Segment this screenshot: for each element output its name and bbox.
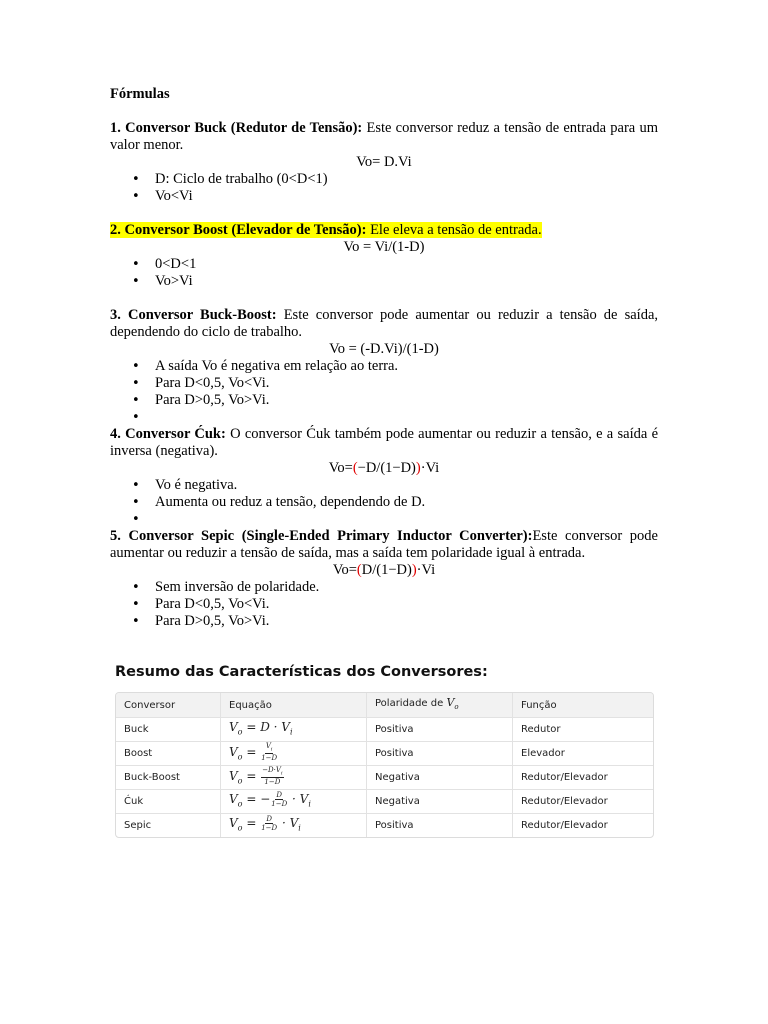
- cell-conversor: Buck-Boost: [116, 766, 221, 790]
- cell-equacao: $V_o$ = $\frac{D}{1-D}$ · $V_i$: [221, 814, 367, 837]
- cell-polaridade: Positiva: [367, 742, 513, 766]
- section-buck-boost-title: 3. Conversor Buck-Boost:: [110, 307, 277, 323]
- cell-equacao: $V_o$ = − $\frac{D}{1-D}$ · $V_i$: [221, 790, 367, 814]
- section-sepic-title: 5. Conversor Sepic (Single-Ended Primary Inductor Converter):: [110, 528, 533, 544]
- section-buck-text: 1. Conversor Buck (Redutor de Tensão): Este conversor reduz a tensão de entrada para um valor menor.: [110, 120, 658, 153]
- table-row: [116, 790, 653, 814]
- section-boost-text: [110, 222, 658, 239]
- boost-bullets: [110, 256, 658, 290]
- highlighted-text: 2. Conversor Boost (Elevador de Tensão): Ele eleva a tensão de entrada.: [110, 222, 542, 238]
- list-item: • Vo>Vi: [110, 273, 658, 290]
- table-row: [116, 742, 653, 766]
- sepic-formula: Vo=(D/(1−D))·Vi: [332, 562, 436, 578]
- list-item: • A saída Vo é negativa em relação ao terra.: [110, 358, 658, 375]
- list-item: • Para D<0,5, Vo<Vi.: [110, 375, 658, 392]
- column-header-polaridade: Polaridade de $V_o$: [367, 693, 513, 718]
- table-row: [116, 718, 653, 742]
- list-item: • 0<D<1: [110, 256, 658, 273]
- section-buck-boost-text: 3. Conversor Buck-Boost: Este conversor pode aumentar ou reduzir a tensão de saída, dependendo do ciclo de trabalho.: [110, 307, 659, 340]
- cell-conversor: Buck: [116, 718, 221, 742]
- cell-conversor: Boost: [116, 742, 221, 766]
- formulas-content: [110, 86, 658, 630]
- cell-funcao: Redutor: [513, 718, 653, 742]
- list-item: • Para D<0,5, Vo<Vi.: [110, 596, 658, 613]
- summary-title: Resumo das Características dos Conversores:: [115, 664, 488, 680]
- cell-polaridade: Negativa: [367, 766, 513, 790]
- table-header-row: [116, 693, 653, 718]
- list-item-empty: [110, 511, 658, 528]
- section-buck-title: 1. Conversor Buck (Redutor de Tensão):: [110, 120, 363, 136]
- cell-conversor: Sepic: [116, 814, 221, 837]
- cell-equacao: $V_o = D \cdot V_i$: [221, 718, 367, 742]
- column-header-equacao: Equação: [221, 693, 367, 718]
- section-sepic-text: 5. Conversor Sepic (Single-Ended Primary Inductor Converter):Este conversor pode aumentar ou reduzir a tensão de saída, mas a saída tem polaridade igual à entrada.: [110, 528, 658, 561]
- buck-formula: Vo= D.Vi: [356, 154, 412, 170]
- list-item: • Para D>0,5, Vo>Vi.: [110, 392, 658, 409]
- section-cuk: [110, 426, 658, 528]
- cell-polaridade: Positiva: [367, 814, 513, 837]
- boost-formula: Vo = Vi/(1-D): [343, 239, 425, 255]
- section-sepic: [110, 528, 658, 630]
- cell-funcao: Elevador: [513, 742, 653, 766]
- cell-polaridade: Positiva: [367, 718, 513, 742]
- cell-equacao: $V_o$ = $\frac{-D\cdot V_i}{1-D}$: [221, 766, 367, 790]
- cell-conversor: Ćuk: [116, 790, 221, 814]
- list-item: • Vo é negativa.: [110, 477, 658, 494]
- section-boost: [110, 222, 658, 290]
- cell-funcao: Redutor/Elevador: [513, 790, 653, 814]
- sepic-bullets: [110, 579, 658, 630]
- cell-polaridade: Negativa: [367, 790, 513, 814]
- list-item: • Para D>0,5, Vo>Vi.: [110, 613, 658, 630]
- column-header-conversor: Conversor: [116, 693, 221, 718]
- table-row: [116, 766, 653, 790]
- list-item: • Vo<Vi: [110, 188, 658, 205]
- cell-equacao: $V_o$ = $\frac{V_i}{1-D}$: [221, 742, 367, 766]
- cell-funcao: Redutor/Elevador: [513, 766, 653, 790]
- cell-funcao: Redutor/Elevador: [521, 820, 608, 832]
- summary-section: [115, 664, 655, 838]
- cuk-bullets: [110, 477, 658, 528]
- formulas-heading: Fórmulas: [110, 86, 170, 102]
- buck-bullets: [110, 171, 658, 205]
- table-row: [116, 814, 653, 837]
- list-item: • D: Ciclo de trabalho (0<D<1): [110, 171, 658, 188]
- cuk-formula: Vo=(−D/(1−D))·Vi: [328, 460, 440, 476]
- section-boost-title: 2. Conversor Boost (Elevador de Tensão):: [110, 222, 367, 238]
- section-cuk-title: 4. Conversor Ćuk:: [110, 426, 226, 442]
- summary-table: [115, 692, 654, 838]
- section-buck: [110, 120, 658, 205]
- column-header-funcao: Função: [513, 693, 653, 718]
- section-cuk-text: 4. Conversor Ćuk: O conversor Ćuk também pode aumentar ou reduzir a tensão, e a saída é inversa (negativa).: [110, 426, 658, 459]
- buck-boost-bullets: [110, 358, 658, 426]
- list-item: • Aumenta ou reduz a tensão, dependendo de D.: [110, 494, 658, 511]
- section-buck-boost: [110, 307, 658, 426]
- list-item: • Sem inversão de polaridade.: [110, 579, 658, 596]
- buck-boost-formula: Vo = (-D.Vi)/(1-D): [329, 341, 439, 357]
- list-item-empty: [110, 409, 658, 426]
